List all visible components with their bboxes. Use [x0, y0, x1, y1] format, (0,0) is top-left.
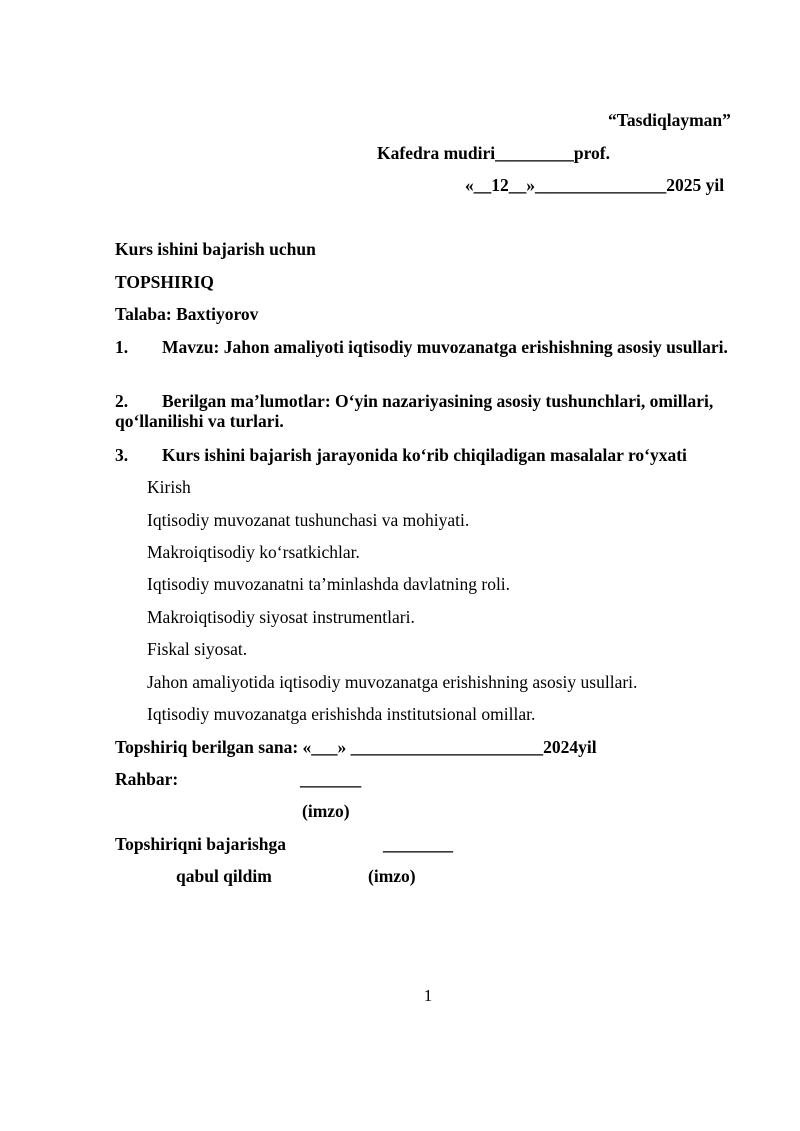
assignment-title: TOPSHIRIQ: [115, 272, 214, 292]
accepted-label: Topshiriqni bajarishga: [115, 834, 287, 854]
item-text: Kurs ishini bajarish jarayonida ko‘rib chiqiladigan masalalar ro‘yxati: [162, 445, 687, 465]
topic-item: Makroiqtisodiy ko‘rsatkichlar.: [147, 542, 360, 562]
topic-item: Makroiqtisodiy siyosat instrumentlari.: [147, 607, 415, 627]
item-text: Berilgan ma’lumotlar: O‘yin nazariyasining asosiy tushunchlari, omillari, qo‘llanilishi va turlari.: [115, 391, 714, 431]
approval-date-line: «__12__»_______________2025 yil: [465, 175, 725, 195]
item-issues-list: [115, 445, 687, 465]
topic-item: Iqtisodiy muvozanat tushunchasi va mohiyati.: [147, 510, 470, 530]
student-name: Talaba: Baxtiyorov: [115, 304, 259, 324]
student-signature-caption: (imzo): [368, 866, 416, 886]
item-topic: [115, 337, 741, 357]
item-number: 3.: [115, 445, 129, 465]
topic-item: Iqtisodiy muvozanatni ta’minlashda davlatning roli.: [147, 574, 511, 594]
student-signature-line: ________: [383, 834, 453, 854]
item-given-data: [115, 391, 741, 431]
item-number: 1.: [115, 337, 129, 357]
issued-date-line: Topshiriq berilgan sana: «___» ______________________2024yil: [115, 737, 597, 757]
supervisor-signature-line: _______: [300, 769, 362, 789]
assignment-intro: Kurs ishini bajarish uchun: [115, 239, 316, 259]
approval-title: “Tasdiqlayman”: [608, 110, 731, 130]
topic-item: Jahon amaliyotida iqtisodiy muvozanatga erishishning asosiy usullari.: [147, 672, 638, 692]
item-text: Mavzu: Jahon amaliyoti iqtisodiy muvozanatga erishishning asosiy usullari.: [162, 337, 728, 357]
supervisor-signature-caption: (imzo): [302, 801, 350, 821]
head-of-department-line: Kafedra mudiri_________prof.: [377, 143, 611, 163]
accepted-label-continued: qabul qildim: [176, 866, 272, 886]
topic-item: Kirish: [147, 477, 191, 497]
page-number: 1: [423, 986, 433, 1005]
topic-item: Fiskal siyosat.: [147, 639, 248, 659]
supervisor-label: Rahbar:: [115, 769, 179, 789]
item-number: 2.: [115, 391, 129, 411]
topic-item: Iqtisodiy muvozanatga erishishda institutsional omillar.: [147, 704, 536, 724]
